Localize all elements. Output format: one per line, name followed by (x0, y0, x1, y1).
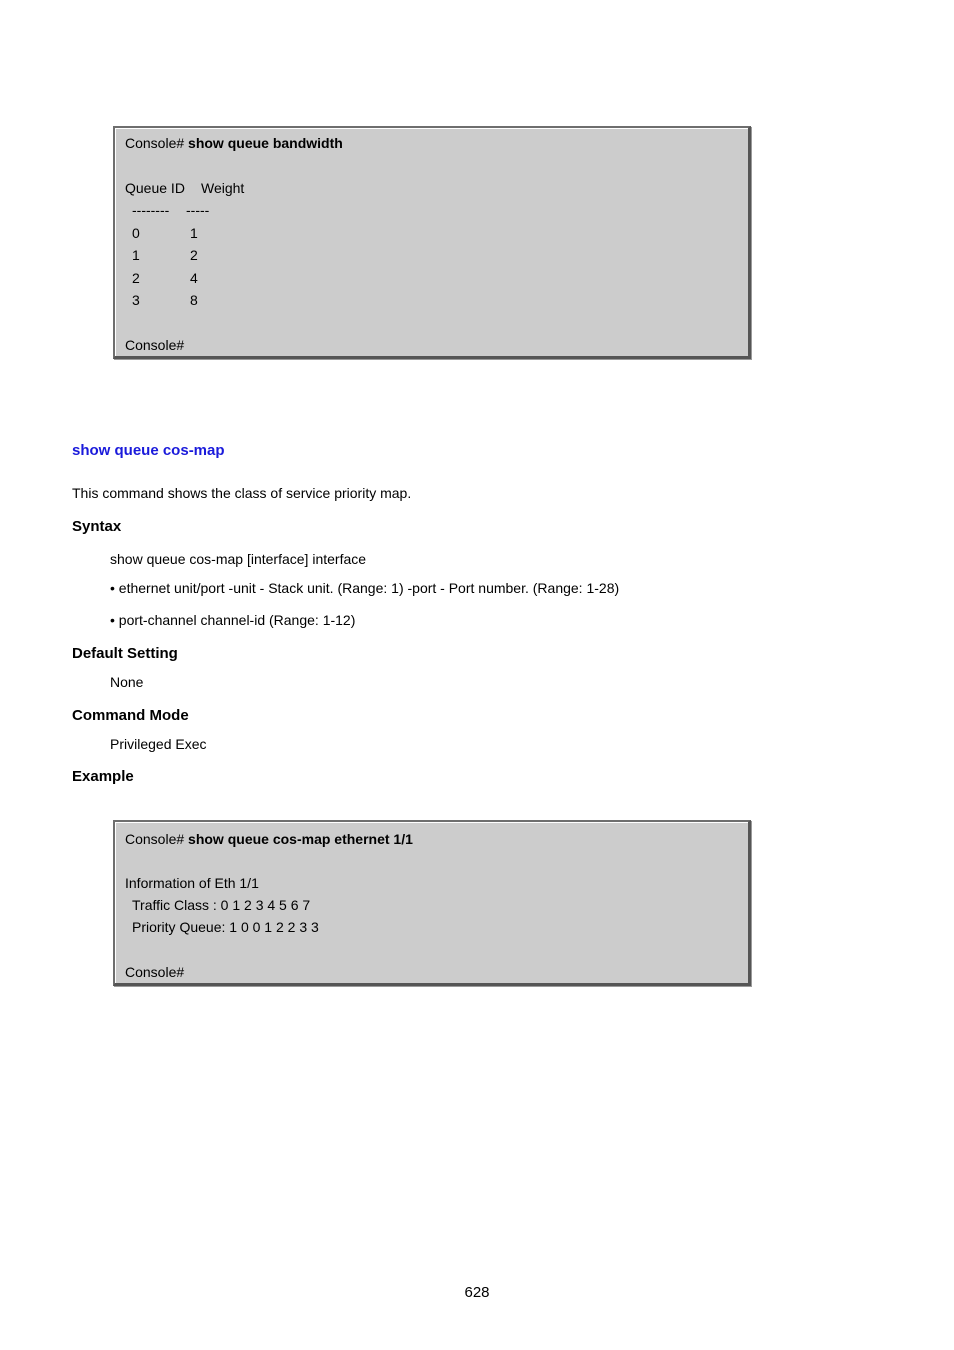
syntax-line: show queue cos-map [interface] interface (110, 551, 367, 567)
page-number: 628 (464, 1284, 490, 1301)
console-traffic-class-line: Traffic Class : 0 1 2 3 4 5 6 7 (132, 897, 311, 913)
table-row-weight: 8 (190, 292, 198, 308)
table-row-queue: 2 (132, 270, 140, 286)
command-title: show queue cos-map (72, 442, 225, 459)
console-end-prompt: Console# (125, 337, 185, 353)
command-mode-heading: Command Mode (72, 707, 189, 724)
default-setting-value: None (110, 674, 144, 690)
console-priority-queue-line: Priority Queue: 1 0 0 1 2 2 3 3 (132, 919, 319, 935)
console-output-bandwidth (113, 126, 751, 359)
console-output-cos-map (113, 820, 751, 986)
table-separator-queue: -------- (132, 202, 170, 218)
syntax-heading: Syntax (72, 518, 122, 535)
console-prompt: Console# (125, 135, 185, 151)
table-row-queue: 1 (132, 247, 140, 263)
example-heading: Example (72, 768, 134, 785)
table-row-weight: 4 (190, 270, 198, 286)
console-command: show queue bandwidth (188, 135, 343, 151)
table-row-weight: 2 (190, 247, 198, 263)
console-command: show queue cos-map ethernet 1/1 (188, 831, 413, 847)
syntax-bullet-port-channel: • port-channel channel-id (Range: 1-12) (110, 612, 356, 628)
default-setting-heading: Default Setting (72, 645, 178, 662)
console-prompt: Console# (125, 831, 185, 847)
command-mode-value: Privileged Exec (110, 736, 207, 752)
table-separator-weight: ----- (186, 202, 210, 218)
command-description: This command shows the class of service priority map. (72, 485, 412, 501)
table-header-weight: Weight (201, 180, 245, 196)
table-header-queue-id: Queue ID (125, 180, 185, 196)
table-row-queue: 0 (132, 225, 140, 241)
console-command-line (125, 135, 343, 151)
console-end-prompt: Console# (125, 964, 185, 980)
console-info-line: Information of Eth 1/1 (125, 875, 259, 891)
table-row-queue: 3 (132, 292, 140, 308)
console-command-line (125, 831, 413, 847)
table-row-weight: 1 (190, 225, 198, 241)
syntax-bullet-ethernet: • ethernet unit/port -unit - Stack unit. (Range: 1) -port - Port number. (Range: 1-28) (110, 580, 620, 596)
